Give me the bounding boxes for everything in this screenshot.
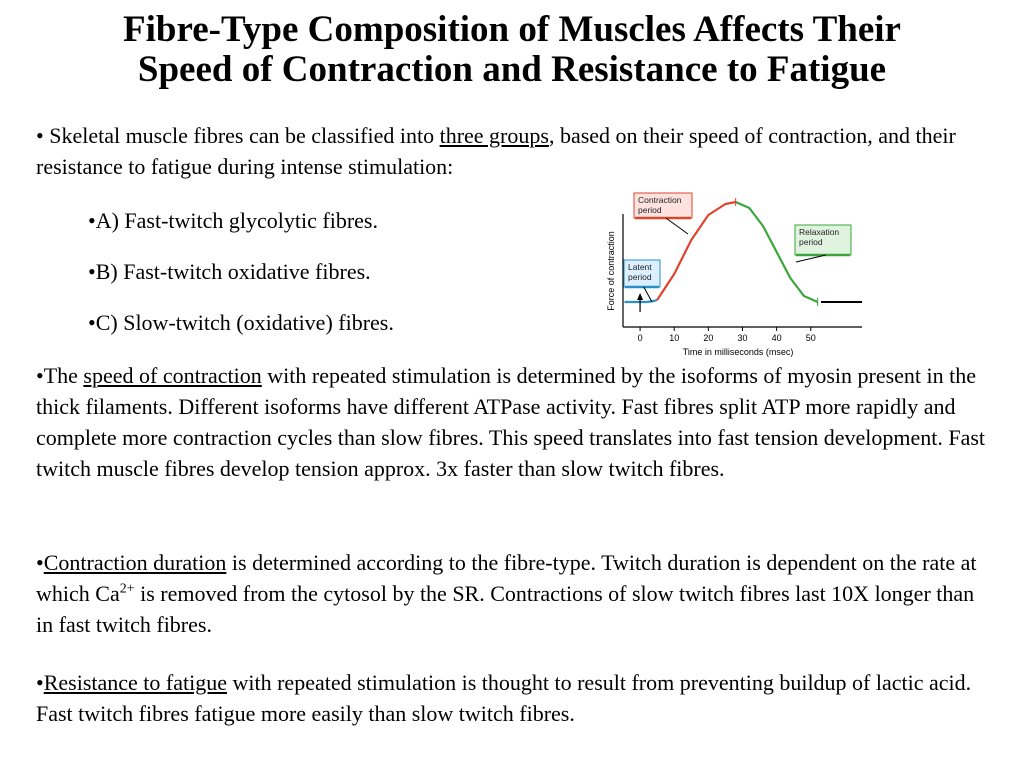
page-title xyxy=(0,10,1024,90)
duration-paragraph xyxy=(36,547,986,640)
x-tick-label-20: 20 xyxy=(703,333,714,343)
annotation-text-contraction-period-0: Contraction xyxy=(638,195,682,205)
x-axis-label: Time in milliseconds (msec) xyxy=(682,347,794,357)
bullet: • xyxy=(36,670,44,695)
group-a: •A) Fast-twitch glycolytic fibres. xyxy=(88,208,378,233)
title-line-2: Speed of Contraction and Resistance to Fatigue xyxy=(137,49,887,90)
intro-text-after: , based on their speed of contraction, and their resistance to fatigue during intense stimulation: xyxy=(36,123,956,179)
annotation-text-relaxation-period-1: period xyxy=(799,237,823,247)
stimulus-arrow-head xyxy=(637,293,643,300)
annotation-text-latent-period-0: Latent xyxy=(628,262,652,272)
duration-text-after: is removed from the cytosol by the SR. Contractions of slow twitch fibres last 10X longer than in fast twitch fibres. xyxy=(36,581,975,637)
intro-paragraph xyxy=(36,120,990,182)
speed-text-after: with repeated stimulation is determined by the isoforms of myosin present in the thick filaments. Different isoforms have different ATPase activity. Fast fibres split ATP more rapidly and complete more contraction cycles than slow fibres. This speed translates into fast tension development. Fast twitch muscle fibres develop tension approx. 3x faster than slow twitch fibres. xyxy=(36,363,986,481)
intro-text-before: Skeletal muscle fibres can be classified into xyxy=(43,123,440,148)
annotation-leader-contraction-period xyxy=(666,218,688,234)
speed-of-contraction-link: speed of contraction xyxy=(83,363,262,388)
duration-text-before: is determined according to the fibre-type. Twitch duration is dependent on the rate at which Ca xyxy=(36,550,977,606)
bullet: • xyxy=(36,550,44,575)
bullet: • xyxy=(36,363,44,388)
resistance-to-fatigue-link: Resistance to fatigue xyxy=(43,670,227,695)
annotation-leader-latent-period xyxy=(644,287,652,302)
group-b: •B) Fast-twitch oxidative fibres. xyxy=(88,259,371,284)
speed-text-before: The xyxy=(43,363,84,388)
title-line-1: Fibre-Type Composition of Muscles Affects Their xyxy=(123,9,901,50)
annotation-text-contraction-period-1: period xyxy=(638,205,662,215)
bullet: • xyxy=(36,123,44,148)
period-annotations xyxy=(624,193,851,302)
y-axis-label: Force of contraction xyxy=(606,231,616,311)
x-tick-label-0: 0 xyxy=(637,333,643,343)
x-tick-label-10: 10 xyxy=(669,333,680,343)
speed-paragraph xyxy=(36,360,986,484)
x-tick-label-50: 50 xyxy=(805,333,816,343)
x-tick-label-40: 40 xyxy=(771,333,782,343)
fatigue-text-after: with repeated stimulation is thought to result from preventing buildup of lactic acid. Fast twitch fibres fatigue more easily than slow twitch fibres. xyxy=(36,670,972,726)
annotation-text-latent-period-1: period xyxy=(628,272,652,282)
annotation-text-relaxation-period-0: Relaxation xyxy=(799,227,840,237)
three-groups-link: three groups xyxy=(439,123,549,148)
fatigue-paragraph xyxy=(36,667,996,729)
contraction-duration-link: Contraction duration xyxy=(43,550,227,575)
x-tick-label-30: 30 xyxy=(737,333,748,343)
group-c: •C) Slow-twitch (oxidative) fibres. xyxy=(88,310,394,335)
x-ticks xyxy=(638,327,816,343)
twitch-chart xyxy=(600,186,870,358)
calcium-superscript: 2+ xyxy=(119,581,135,597)
